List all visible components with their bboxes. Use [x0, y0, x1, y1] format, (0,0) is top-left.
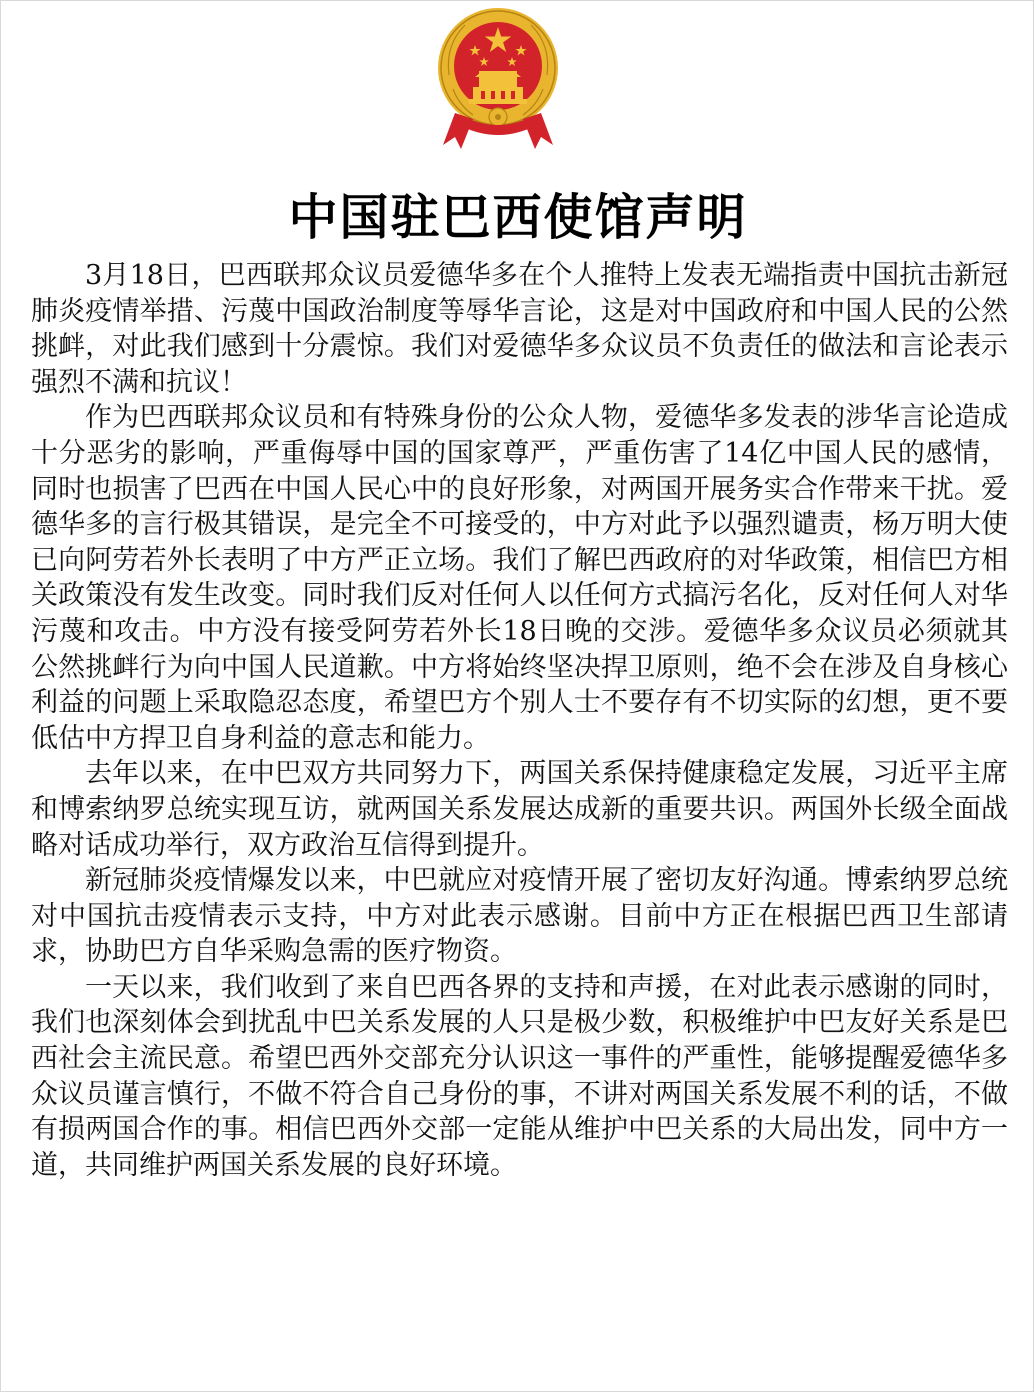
- statement-body: [31, 258, 1008, 1183]
- national-emblem-icon: [435, 5, 561, 151]
- paragraph: 作为巴西联邦众议员和有特殊身份的公众人物，爱德华多发表的涉华言论造成十分恶劣的影响，严重侮辱中国的国家尊严，严重伤害了14亿中国人民的感情，同时也损害了巴西在中国人民心中的良好形象，对两国开展务实合作带来干扰。爱德华多的言行极其错误，是完全不可接受的，中方对此予以强烈谴责，杨万明大使已向阿劳若外长表明了中方严正立场。我们了解巴西政府的对华政策，相信巴方相关政策没有发生改变。同时我们反对任何人以任何方式搞污名化，反对任何人对华污蔑和攻击。中方没有接受阿劳若外长18日晚的交涉。爱德华多众议员必须就其公然挑衅行为向中国人民道歉。中方将始终坚决捍卫原则，绝不会在涉及自身核心利益的问题上采取隐忍态度，希望巴方个别人士不要存有不切实际的幻想，更不要低估中方捍卫自身利益的意志和能力。: [31, 402, 1008, 754]
- paragraph: 一天以来，我们收到了来自巴西各界的支持和声援，在对此表示感谢的同时，我们也深刻体会到扰乱中巴关系发展的人只是极少数，积极维护中巴友好关系是巴西社会主流民意。希望巴西外交部充分认识这一事件的严重性，能够提醒爱德华多众议员谨言慎行，不做不符合自己身份的事，不讲对两国关系发展不利的话，不做有损两国合作的事。相信巴西外交部一定能从维护中巴关系的大局出发，同中方一道，共同维护两国关系发展的良好环境。: [31, 971, 1008, 1181]
- paragraph: 去年以来，在中巴双方共同努力下，两国关系保持健康稳定发展，习近平主席和博索纳罗总统实现互访，就两国关系发展达成新的重要共识。两国外长级全面战略对话成功举行，双方政治互信得到提升。: [31, 758, 1008, 861]
- page-title: 中国驻巴西使馆声明: [288, 189, 748, 246]
- paragraph: 3月18日，巴西联邦众议员爱德华多在个人推特上发表无端指责中国抗击新冠肺炎疫情举措、污蔑中国政治制度等辱华言论，这是对中国政府和中国人民的公然挑衅，对此我们感到十分震惊。我们对爱德华多众议员不负责任的做法和言论表示强烈不满和抗议！: [31, 260, 1008, 398]
- paragraph: 新冠肺炎疫情爆发以来，中巴就应对疫情开展了密切友好沟通。博索纳罗总统对中国抗击疫情表示支持，中方对此表示感谢。目前中方正在根据巴西卫生部请求，协助巴方自华采购急需的医疗物资。: [31, 865, 1008, 968]
